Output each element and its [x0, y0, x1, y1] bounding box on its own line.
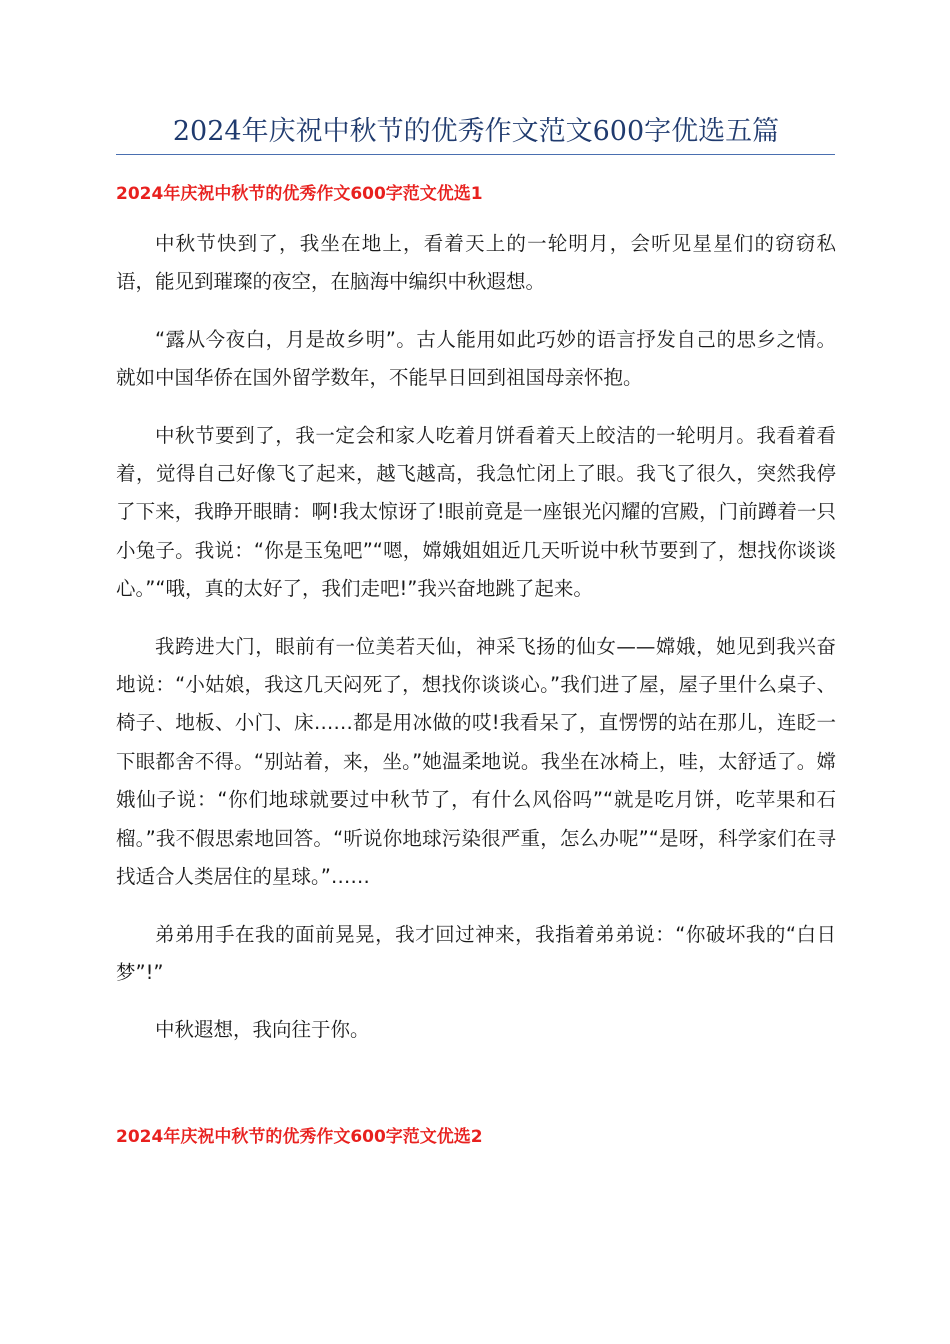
paragraph-2: “露从今夜白，月是故乡明”。古人能用如此巧妙的语言抒发自己的思乡之情。就如中国华侨在国外留学数年，不能早日回到祖国母亲怀抱。	[116, 327, 836, 390]
section-1-body	[116, 225, 836, 1069]
paragraph-4: 我跨进大门，眼前有一位美若天仙，神采飞扬的仙女——嫦娥，她见到我兴奋地说：“小姑娘，我这几天闷死了，想找你谈谈心。”我们进了屋，屋子里什么桌子、椅子、地板、小门、床……都是用冰做的哎!我看呆了，直愣愣的站在那儿，连眨一下眼都舍不得。“别站着，来，坐。”她温柔地说。我坐在冰椅上，哇，太舒适了。嫦娥仙子说：“你们地球就要过中秋节了，有什么风俗吗”“就是吃月饼，吃苹果和石榴。”我不假思索地回答。“听说你地球污染很严重，怎么办呢”“是呀，科学家们在寻找适合人类居住的星球。”……	[116, 634, 836, 889]
paragraph-3: 中秋节要到了，我一定会和家人吃着月饼看着天上皎洁的一轮明月。我看着看着，觉得自己好像飞了起来，越飞越高，我急忙闭上了眼。我飞了很久，突然我停了下来，我睁开眼睛：啊!我太惊讶了!眼前竟是一座银光闪耀的宫殿，门前蹲着一只小兔子。我说：“你是玉兔吧”“嗯，嫦娥姐姐近几天听说中秋节要到了，想找你谈谈心。”“哦，真的太好了，我们走吧!”我兴奋地跳了起来。	[116, 423, 836, 601]
paragraph-1: 中秋节快到了，我坐在地上，看着天上的一轮明月，会听见星星们的窃窃私语，能见到璀璨的夜空，在脑海中编织中秋遐想。	[116, 232, 836, 294]
section-heading-1: 2024年庆祝中秋节的优秀作文600字范文优选1	[116, 184, 483, 204]
title-underline-divider	[116, 154, 835, 155]
document-title: 2024年庆祝中秋节的优秀作文范文600字优选五篇	[172, 116, 780, 147]
section-heading-2: 2024年庆祝中秋节的优秀作文600字范文优选2	[116, 1127, 483, 1147]
paragraph-6: 中秋遐想，我向往于你。	[155, 1018, 370, 1042]
paragraph-5: 弟弟用手在我的面前晃晃，我才回过神来，我指着弟弟说：“你破坏我的“白日梦”!”	[116, 922, 836, 984]
